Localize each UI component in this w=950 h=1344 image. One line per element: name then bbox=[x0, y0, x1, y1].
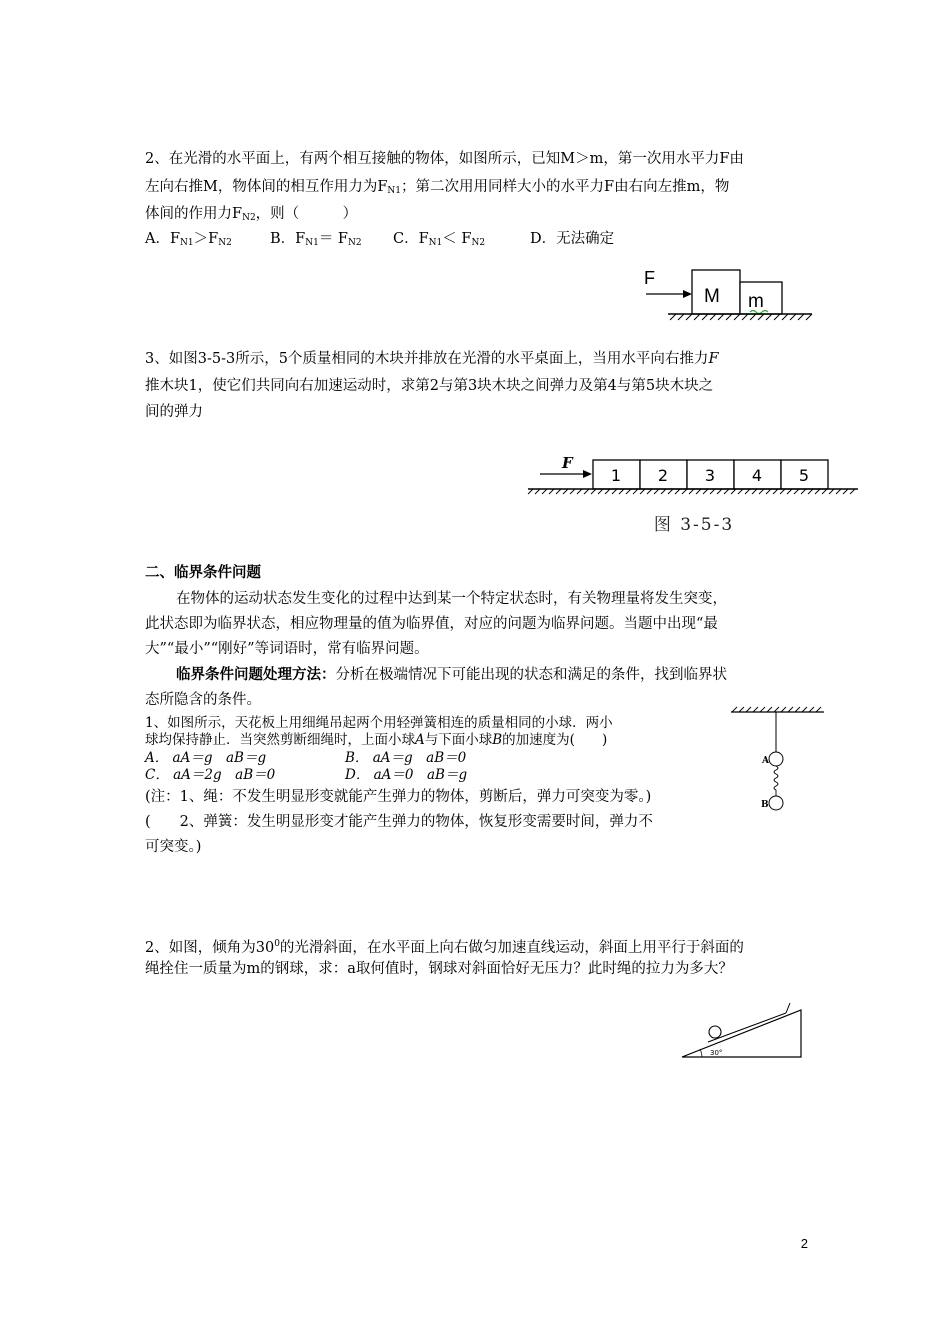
q3-five-blocks-figure bbox=[526, 450, 862, 540]
q3-block-label-4: 4 bbox=[751, 466, 763, 485]
incline-wedge bbox=[682, 1010, 801, 1057]
section2-method-line1: 临界条件问题处理方法：分析在极端情况下可能出现的状态和满足的条件，找到临界状 bbox=[176, 666, 727, 683]
s2q1-option-a: A． aA＝g aB＝g bbox=[145, 750, 267, 766]
section2-method-line2: 态所隐含的条件。 bbox=[145, 692, 261, 708]
q3-block-label-3: 3 bbox=[704, 466, 716, 485]
q3-figure-caption: 图 3-5-3 bbox=[653, 515, 735, 535]
s2q1-spring-balls-figure bbox=[728, 704, 828, 816]
q3-fig-force-label: F bbox=[562, 454, 573, 472]
s2q1-note2: ( 2、弹簧：发生明显形变才能产生弹力的物体，恢复形变需要时间，弹力不 bbox=[145, 814, 653, 830]
q3-block-label-2: 2 bbox=[657, 466, 669, 485]
s2q1-line2: 球均保持静止．当突然剪断细绳时，上面小球A与下面小球B的加速度为( ) bbox=[145, 732, 608, 748]
section2-para1-line3: 大”“最小”“刚好”等词语时，常有临界问题。 bbox=[145, 641, 429, 657]
ball-b bbox=[769, 796, 783, 810]
q2-option-a: A．$F_{N1}>F_{N2}$ bbox=[145, 231, 232, 248]
q3-line1: 3、如图3-5-3所示，5个质量相同的木块并排放在光滑的水平桌面上，当用水平向右推力F bbox=[145, 351, 719, 367]
s2q2-incline-figure bbox=[676, 1000, 808, 1062]
s2q1-note1: (注：1、绳：不发生明显形变就能产生弹力的物体，剪断后，弹力可突变为零。) bbox=[145, 789, 652, 805]
q2-line3: 体间的作用力$F_{N2}$，则（ ） bbox=[145, 206, 358, 223]
q2-option-c: C．$F_{N1}< F_{N2}$ bbox=[393, 231, 486, 248]
svg-text:M: M bbox=[704, 286, 720, 307]
q2-option-d: D．无法确定 bbox=[530, 231, 615, 247]
incline-angle-label: 30° bbox=[710, 1049, 723, 1057]
q3-block-label-5: 5 bbox=[798, 466, 810, 485]
page-number: 2 bbox=[800, 1236, 808, 1251]
svg-text:m: m bbox=[748, 291, 764, 312]
svg-text:A: A bbox=[762, 756, 769, 766]
svg-text:B: B bbox=[761, 800, 769, 810]
s2q1-line1: 1、如图所示，天花板上用细绳吊起两个用轻弹簧相连的质量相同的小球．两小 bbox=[145, 715, 613, 731]
section2-heading: 二、临界条件问题 bbox=[145, 564, 261, 581]
s2q1-note3: 可突变。) bbox=[145, 839, 202, 855]
s2q1-option-d: D． aA＝0 aB＝g bbox=[345, 767, 468, 783]
s2q1-option-b: B． aA＝g aB＝0 bbox=[345, 750, 467, 766]
q2-option-b: B．$F_{N1}= F_{N2}$ bbox=[270, 231, 362, 248]
q2-line2: 左向右推M，物体间的相互作用力为$F_{N1}$；第二次用用同样大小的水平力F由右向左推m，物 bbox=[145, 179, 730, 196]
q2-blocks-figure bbox=[640, 262, 820, 324]
s2q2-line1: 2、如图，倾角为$30^0$的光滑斜面，在水平面上向右做匀加速直线运动，斜面上用平行于斜面的 bbox=[145, 939, 744, 956]
q3-block-label-1: 1 bbox=[610, 466, 622, 485]
q2-line1: 2、在光滑的水平面上，有两个相互接触的物体，如图所示，已知M＞m，第一次用水平力F由 bbox=[145, 151, 744, 167]
s2q1-option-c: C． aA＝2g aB＝0 bbox=[145, 767, 276, 783]
section2-para1-line1: 在物体的运动状态发生变化的过程中达到某一个特定状态时，有关物理量将发生突变， bbox=[176, 591, 727, 607]
q3-line2: 推木块1，使它们共同向右加速运动时，求第2与第3块木块之间弹力及第4与第5块木块之 bbox=[145, 378, 714, 394]
section2-para1-line2: 此状态即为临界状态，相应物理量的值为临界值，对应的问题为临界问题。当题中出现“最 bbox=[145, 616, 718, 632]
ball-a bbox=[769, 752, 783, 766]
steel-ball bbox=[709, 1026, 721, 1038]
s2q2-line2: 绳拴住一质量为m的钢球，求：a取何值时，钢球对斜面恰好无压力？此时绳的拉力为多大？ bbox=[145, 961, 733, 977]
q2-fig-force-label: F bbox=[644, 268, 655, 288]
q3-line3: 间的弹力 bbox=[145, 404, 203, 420]
